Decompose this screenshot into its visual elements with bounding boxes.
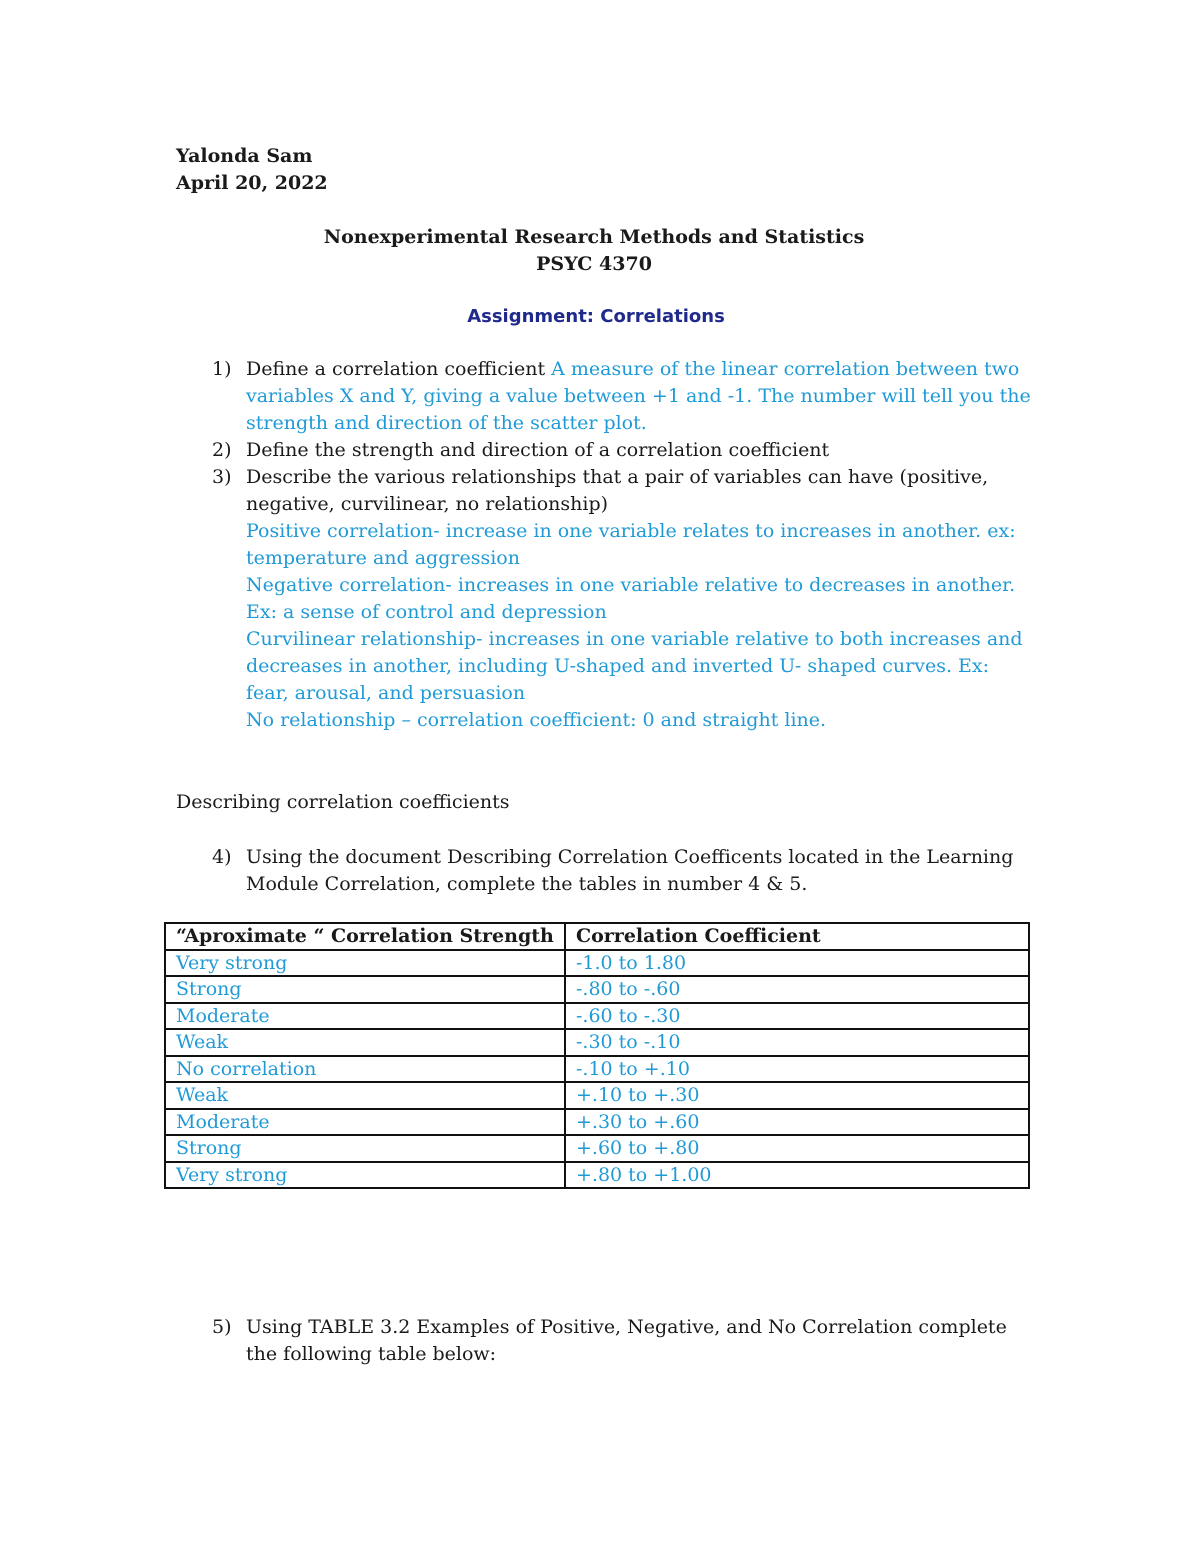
- coefficient-cell: +.30 to +.60: [565, 1109, 1029, 1136]
- table-row: [165, 1029, 1029, 1056]
- assignment-title: Assignment: Correlations: [467, 306, 725, 327]
- table-row: [165, 1109, 1029, 1136]
- coefficient-cell: -.10 to +.10: [565, 1056, 1029, 1083]
- table-row: [165, 1162, 1029, 1189]
- correlation-strength-table: [164, 922, 1030, 1189]
- answer-positive-correlation: Positive correlation- increase in one variable relates to increases in another. ex: temperature and aggression: [246, 520, 1016, 569]
- answer-no-relationship: No relationship – correlation coefficient: 0 and straight line.: [246, 709, 827, 731]
- strength-cell: No correlation: [165, 1056, 565, 1083]
- question-4: [212, 844, 1032, 898]
- question-3: [212, 464, 1032, 734]
- header-correlation-strength: “Aproximate “ Correlation Strength: [165, 923, 565, 950]
- question-3-prompt: Describe the various relationships that a pair of variables can have (positive, negative, curvilinear, no relationship): [246, 466, 989, 515]
- answer-negative-correlation: Negative correlation- increases in one variable relative to decreases in another. Ex: a sense of control and depression: [246, 574, 1016, 623]
- question-3-number: 3): [212, 466, 232, 488]
- question-list-2: [212, 844, 1032, 898]
- strength-cell: Strong: [165, 1135, 565, 1162]
- question-2: [212, 437, 1032, 464]
- table-row: [165, 1003, 1029, 1030]
- coefficient-cell: -.30 to -.10: [565, 1029, 1029, 1056]
- question-4-number: 4): [212, 846, 232, 868]
- question-1-answer: A measure of the linear correlation between two variables X and Y, giving a value between +1 and -1. The number will tell you the strength and direction of the scatter plot.: [246, 358, 1031, 434]
- strength-cell: Strong: [165, 976, 565, 1003]
- coefficient-cell: -1.0 to 1.80: [565, 950, 1029, 977]
- question-list: [212, 356, 1032, 734]
- question-4-prompt: Using the document Describing Correlation Coefficents located in the Learning Module Correlation, complete the tables in number 4 & 5.: [246, 846, 1014, 895]
- strength-cell: Very strong: [165, 950, 565, 977]
- table-row: [165, 1082, 1029, 1109]
- strength-cell: Very strong: [165, 1162, 565, 1189]
- question-1-prompt: Define a correlation coefficient: [246, 358, 546, 380]
- question-list-3: [212, 1314, 1032, 1368]
- question-1-number: 1): [212, 358, 232, 380]
- table-row: [165, 1056, 1029, 1083]
- table-header-row: [165, 923, 1029, 950]
- question-5: [212, 1314, 1032, 1368]
- coefficient-cell: -.60 to -.30: [565, 1003, 1029, 1030]
- question-2-number: 2): [212, 439, 232, 461]
- strength-cell: Moderate: [165, 1109, 565, 1136]
- coefficient-cell: +.60 to +.80: [565, 1135, 1029, 1162]
- strength-cell: Moderate: [165, 1003, 565, 1030]
- question-5-prompt: Using TABLE 3.2 Examples of Positive, Negative, and No Correlation complete the following table below:: [246, 1316, 1007, 1365]
- question-2-prompt: Define the strength and direction of a correlation coefficient: [246, 439, 830, 461]
- course-title: Nonexperimental Research Methods and Statistics: [323, 226, 865, 248]
- coefficient-cell: +.10 to +.30: [565, 1082, 1029, 1109]
- document-date: April 20, 2022: [176, 172, 328, 194]
- strength-cell: Weak: [165, 1029, 565, 1056]
- answer-curvilinear-relationship: Curvilinear relationship- increases in one variable relative to both increases and decreases in another, including U-shaped and inverted U- shaped curves. Ex: fear, arousal, and persuasion: [246, 628, 1023, 704]
- table-row: [165, 976, 1029, 1003]
- coefficient-cell: +.80 to +1.00: [565, 1162, 1029, 1189]
- author-name: Yalonda Sam: [176, 145, 313, 167]
- table-row: [165, 1135, 1029, 1162]
- header-correlation-coefficient: Correlation Coefficient: [565, 923, 1029, 950]
- section-heading: Describing correlation coefficients: [176, 791, 510, 813]
- strength-cell: Weak: [165, 1082, 565, 1109]
- coefficient-cell: -.80 to -.60: [565, 976, 1029, 1003]
- question-5-number: 5): [212, 1316, 232, 1338]
- question-1: [212, 356, 1032, 437]
- table-row: [165, 950, 1029, 977]
- course-code: PSYC 4370: [536, 253, 652, 275]
